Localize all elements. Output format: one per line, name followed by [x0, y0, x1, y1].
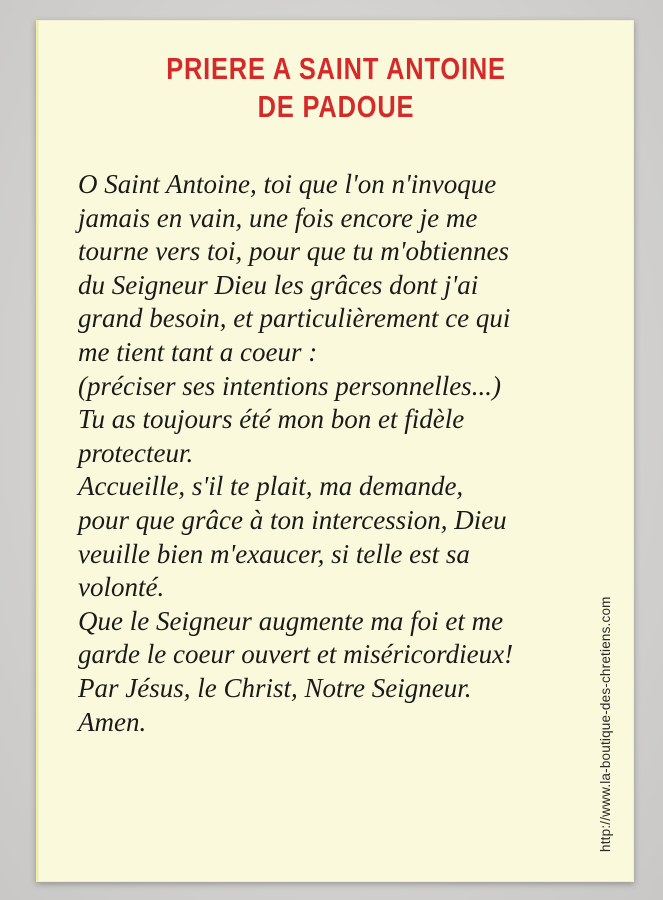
prayer-line: Amen. [78, 706, 147, 737]
prayer-text [78, 168, 598, 739]
prayer-line: Par Jésus, le Christ, Notre Seigneur. [78, 672, 472, 703]
prayer-line: (préciser ses intentions personnelles...) [78, 370, 501, 401]
prayer-line: du Seigneur Dieu les grâces dont j'ai [78, 269, 479, 300]
prayer-line: veuille bien m'exaucer, si telle est sa [78, 538, 470, 569]
prayer-title [92, 50, 581, 126]
website-watermark: http://www.la-boutique-des-chretiens.com [598, 596, 613, 852]
prayer-line: jamais en vain, une fois encore je me [78, 202, 478, 233]
prayer-line: O Saint Antoine, toi que l'on n'invoque [78, 169, 497, 199]
prayer-line: pour que grâce à ton intercession, Dieu [78, 504, 507, 535]
prayer-line: volonté. [78, 572, 165, 603]
prayer-line: garde le coeur ouvert et miséricordieux! [78, 639, 514, 670]
title-line-1: PRIERE A SAINT ANTOINE [166, 51, 506, 86]
prayer-line: tourne vers toi, pour que tu m'obtiennes [78, 236, 509, 267]
prayer-line: protecteur. [78, 437, 194, 468]
title-line-2: DE PADOUE [257, 89, 415, 124]
prayer-line: Tu as toujours été mon bon et fidèle [78, 404, 465, 435]
prayer-line: Accueille, s'il te plait, ma demande, [78, 471, 464, 502]
prayer-line: me tient tant a coeur : [78, 336, 318, 367]
prayer-line: Que le Seigneur augmente ma foi et me [78, 605, 504, 636]
prayer-line: grand besoin, et particulièrement ce qui [78, 303, 511, 334]
prayer-card [36, 20, 634, 882]
